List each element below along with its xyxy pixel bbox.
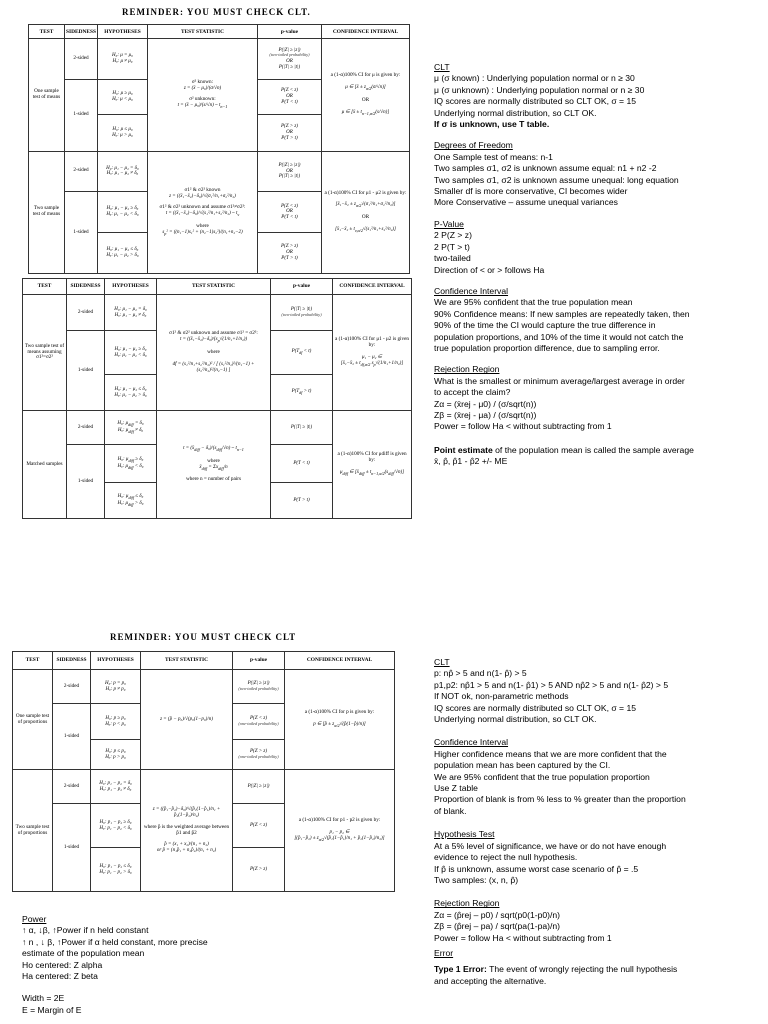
- stat-cell-pooled: σ1² & σ2² unknown and assume σ1² = σ2²: $t = ((x̄_1-x̄_2)-\delta_0)/(s_p√(1/n_1+1/n_2))$ where df = (s₁²/n₁+s₂²/n₂)² / [ (s₁²/n₁)²/(n₁−1) + (s₂²/n₂)²/(n₂−1) ]: [157, 295, 271, 411]
- ci-line: 90% of the time the CI would capture the true difference in: [434, 320, 656, 331]
- clt-line: Underlying normal distribution, so CLT OK.: [434, 714, 597, 725]
- header-sidedness: SIDEDNESS: [67, 279, 105, 295]
- header-ci: CONFIDENCE INTERVAL: [321, 25, 409, 39]
- or-text: OR: [361, 96, 370, 103]
- ci-line: population proportions, and 10% of the time it would not catch the: [434, 331, 684, 342]
- type1-rest: The event of wrongly rejecting the null hypothesis: [486, 964, 678, 975]
- hypotheses-cell: H₀: μ₁ − μ₂ ≥ δ₀ Hₐ: μ₁ − μ₂ < δ₀: [97, 192, 147, 233]
- sidedness-2: 2-sided: [65, 151, 98, 192]
- hypotheses-cell: H₀: p = p₀ Hₐ: p ≠ p₀: [91, 670, 141, 704]
- ci-line: Proportion of blank is from % less to % greater than the proportion: [434, 794, 686, 805]
- hypotheses-cell: H₀: μ₁ − μ₂ ≤ δ₀ Hₐ: μ₁ − μ₂ > δ₀: [97, 233, 147, 274]
- ci-heading: Confidence Interval: [434, 285, 509, 296]
- hypothesis-line: Two samples: (x, n, p̂): [434, 874, 519, 885]
- header-test-statistic: TEST STATISTIC: [157, 279, 271, 295]
- notes-means: [434, 62, 764, 468]
- sidedness-2: 2-sided: [53, 770, 91, 804]
- header-ci: CONFIDENCE INTERVAL: [333, 279, 412, 295]
- pvalue-cell: P(Z < z) OR P(T < t): [257, 80, 321, 115]
- ci-cell-one-sample: a (1-α)100% CI for μ is given by: μ ∈ [x̄ ± $z_{\alpha/2}(\sigma/√n)$] OR μ ∈ [x̄ ± $t_{n-1,\alpha/2}(s/√n)$]: [321, 39, 409, 151]
- df-line: Two samples σ1, σ2 is unknown assume equal: n1 + n2 -2: [434, 163, 657, 174]
- hypotheses-cell: H₀: μ₁ − μ₂ ≤ δ₀ Hₐ: μ₁ − μ₂ > δ₀: [105, 375, 157, 411]
- stat-cell-matched: $t = (x̄_{diff} - \delta_0)/(s_{diff}/√n)$ ~ $t_{n-1}$ where $x̄_{diff} = \Sigma x_{diff}/n$ where n = number of pairs: [157, 411, 271, 519]
- stat-pooled-label: σ1² & σ2² unknown and assume σ1² = σ2²:: [169, 330, 258, 337]
- clt-line: μ (σ known) : Underlying population normal or n ≥ 30: [434, 73, 635, 84]
- rejection-heading: Rejection Region: [434, 898, 500, 909]
- header-test-statistic: TEST STATISTIC: [147, 25, 257, 39]
- power-line: estimate of the population mean: [22, 948, 145, 959]
- type1-error-line: [434, 964, 764, 975]
- row-label-one-sample-prop: One sample test of proportions: [13, 670, 53, 770]
- pvalue-line: 2 P(T > t): [434, 241, 470, 252]
- hypotheses-cell: H₀: μ₁ − μ₂ = δ₀ Hₐ: μ₁ − μ₂ ≠ δ₀: [105, 295, 157, 331]
- pvalue-line: Direction of < or > follows Ha: [434, 264, 545, 275]
- rejection-line: Zα = (p̂rej – p0) / sqrt(p0(1-p0)/n): [434, 909, 561, 920]
- point-estimate-rest: of the population mean is called the sample average: [492, 444, 694, 455]
- pvalue-cell: $P(T_{df} > t)$: [271, 375, 333, 411]
- sidedness-1: 1-sided: [53, 704, 91, 770]
- pvalue-cell: P(Z > z) (one-tailed probability): [233, 740, 285, 770]
- ci-text: a (1-α)100% CI for μ1 - μ2 is given by:: [335, 336, 409, 349]
- pvalue-cell: P(|Z| ≥ |z|) OR P(|T| ≥ |t|): [257, 151, 321, 192]
- ci-line: of blank.: [434, 805, 467, 816]
- pvalue-cell: P(|T| ≥ |t|) (two-tailed probability): [271, 295, 333, 331]
- header-ci: CONFIDENCE INTERVAL: [285, 652, 395, 670]
- rejection-heading: Rejection Region: [434, 364, 500, 375]
- hypothesis-line: If p̂ is unknown, assume worst case scenario of p̂ = .5: [434, 863, 639, 874]
- point-estimate-bold: Point estimate: [434, 444, 493, 455]
- power-line: ↑ n , ↓ β, ↑Power if α held constant, more precise: [22, 936, 208, 947]
- sidedness-1: 1-sided: [65, 80, 98, 151]
- hypothesis-line: evidence to reject the null hypothesis.: [434, 852, 578, 863]
- pvalue-line: 2 P(Z > z): [434, 230, 472, 241]
- header-p-value: p-value: [233, 652, 285, 670]
- df-line: Two samples σ1, σ2 is unknown assume unequal: long equation: [434, 174, 679, 185]
- pvalue-cell: P(Z < z) OR P(T < t): [257, 192, 321, 233]
- ci-line: We are 95% confident that the true population mean: [434, 297, 633, 308]
- where-text: where: [196, 223, 209, 230]
- clt-line: IQ scores are normally distributed so CLT OK, σ = 15: [434, 702, 637, 713]
- row-label-pooled-means: Two sample test of means assuming σ1²=σ2²: [23, 295, 67, 411]
- rejection-line: Zβ = (p̂rej – pa) / sqrt(pa(1-pa)/n): [434, 921, 561, 932]
- hypotheses-cell: H₀: μ ≥ μ₀ Hₐ: μ < μ₀: [97, 80, 147, 115]
- ci-text: a (1-α)100% CI for p1 - p2 is given by:: [298, 817, 381, 824]
- sidedness-1: 1-sided: [53, 804, 91, 892]
- notes-proportions: [434, 657, 764, 987]
- header-test: TEST: [13, 652, 53, 670]
- ci-cell-one-prop: a (1-α)100% CI for p is given by: p ∈ [p̂ ± $z_{\alpha/2}√(p̂(1-p̂)/n)$]: [285, 670, 395, 770]
- stat-known-label: σ1² & σ2² known: [184, 186, 221, 193]
- ci-text: a (1-α)100% CI for μ is given by:: [330, 72, 401, 79]
- hypotheses-cell: H₀: μ₁ − μ₂ ≥ δ₀ Hₐ: μ₁ − μ₂ < δ₀: [105, 331, 157, 375]
- point-estimate-line2: x̄, p̂, p̂1 - p̂2 +/- ME: [434, 456, 508, 467]
- pvalue-line: two-tailed: [434, 253, 471, 264]
- ci-cell-matched: a (1-α)100% CI for μdiff is given by: $\mu_{diff}$ ∈ $[x̄_{diff} \pm t_{n-1,\alpha/2}(s_{diff}/√n)]$: [333, 411, 412, 519]
- clt-line: IQ scores are normally distributed so CLT OK, σ = 15: [434, 96, 637, 107]
- pvalue-cell: P(Z < z): [233, 804, 285, 848]
- hypotheses-cell: H₀: p ≥ p₀ Hₐ: p < p₀: [91, 704, 141, 740]
- ci-text: a (1-α)100% CI for μ1 - μ2 is given by:: [324, 189, 407, 196]
- where-text: where: [207, 348, 220, 355]
- df-line: More Conservative – assume unequal variances: [434, 197, 618, 208]
- sidedness-1: 1-sided: [67, 445, 105, 519]
- power-line: Ha centered: Z beta: [22, 971, 98, 982]
- pvalue-cell: $P(T_{df} < t)$: [271, 331, 333, 375]
- header-test: TEST: [23, 279, 67, 295]
- rejection-line: Zβ = (x̄rej - μa) / (σ/sqrt(n)): [434, 409, 537, 420]
- hypotheses-cell: H₀: $\mu_{diff} = \delta_0$ Hₐ: $\mu_{diff} \ne \delta_0$: [105, 411, 157, 445]
- notes-power: [22, 914, 322, 1016]
- rejection-line: to accept the claim?: [434, 387, 511, 398]
- ci-line: Higher confidence means that we are more confident that the: [434, 748, 667, 759]
- pairs-text: where n = number of pairs: [186, 476, 241, 483]
- rejection-line: Zα = (x̄rej - μ0) / (σ/sqrt(n)): [434, 398, 537, 409]
- ci-line: true population proportion difference, due to sampling error.: [434, 342, 660, 353]
- clt-line: Underlying normal distribution, so CLT OK.: [434, 107, 597, 118]
- sidedness-2: 2-sided: [67, 295, 105, 331]
- power-line: Ho centered: Z alpha: [22, 959, 103, 970]
- header-p-value: p-value: [271, 279, 333, 295]
- proportions-table: [12, 651, 395, 891]
- type1-error-line2: and accepting the alternative.: [434, 975, 547, 986]
- row-label-two-sample-means: Two sample test of means: [29, 151, 65, 273]
- means-table-2: [22, 278, 412, 518]
- df-heading: Degrees of Freedom: [434, 140, 513, 151]
- pvalue-cell: P(|T| ≥ |t|): [271, 411, 333, 445]
- stat-cell-one-sample: σ² known: z = (x̄ − μ₀)/(σ/√n) σ² unknown: t = (x̄ − μ₀)/(s/√n) ~ $t_{n-1}$: [147, 39, 257, 151]
- type1-bold: Type 1 Error:: [434, 964, 487, 975]
- sidedness-2: 2-sided: [53, 670, 91, 704]
- ci-line: We are 95% confident that the true population proportion: [434, 771, 650, 782]
- pvalue-cell: P(|Z| ≥ |z|) (two-tailed probability) OR P(|T| ≥ |t|): [257, 39, 321, 80]
- header-hypotheses: HYPOTHESES: [97, 25, 147, 39]
- sidedness-1: 1-sided: [67, 331, 105, 411]
- stat-unknown-label: σ² unknown:: [189, 96, 216, 103]
- clt-line: p1,p2: np̂1 > 5 and n(1- p̂1) > 5 AND np̂2 > 5 and n(1- p̂2) > 5: [434, 679, 669, 690]
- stat-unknown-label: σ1² & σ2² unknown and assume σ1²≠σ2²:: [159, 204, 246, 211]
- ci-line: 90% Confidence means: If new samples are repeatedly taken, then: [434, 308, 690, 319]
- rejection-line: What is the smallest or minimum average/largest average in order: [434, 375, 685, 386]
- stat-cell-one-prop: z = (p̂ − p₀)/√(p₀(1−p₀)/n): [141, 670, 233, 770]
- clt-line: p: np̂ > 5 and n(1- p̂) > 5: [434, 668, 527, 679]
- header-test: TEST: [29, 25, 65, 39]
- header-p-value: p-value: [257, 25, 321, 39]
- clt-line: If NOT ok, non-parametric methods: [434, 691, 569, 702]
- where-text: where: [207, 457, 220, 464]
- sidedness-2: 2-sided: [65, 39, 98, 80]
- point-estimate-line: [434, 445, 764, 456]
- ci-line: population mean has been captured by the CI.: [434, 760, 611, 771]
- header-sidedness: SIDEDNESS: [53, 652, 91, 670]
- clt-heading: CLT: [434, 657, 450, 667]
- margin-line: E = Margin of E: [22, 1004, 82, 1015]
- sidedness-2: 2-sided: [67, 411, 105, 445]
- ci-cell-two-sample: a (1-α)100% CI for μ1 - μ2 is given by: [x̄₁−x̄₂ ± $z_{\alpha/2}√(\sigma_1^2/n_1+\sigma_2^2/n_2)$] OR [x̄₁−x̄₂ ± $t_{v,\alpha/2}√(s_1^2/n_1+s_2^2/n_2)$]: [321, 151, 409, 273]
- stat-cell-two-sample: σ1² & σ2² known z = ((x̄₁−x̄₂)−δ₀)/√(σ₁²/n₁+σ₂²/n₂) σ1² & σ2² unknown and assume σ1²≠σ2²: t = ((x̄₁−x̄₂)−δ₀)/√(s₁²/n₁+s₂²/n₂) ~ $t_v$ where $s_p^2 = ((n_1-1)s_1^2 + (n_2-1)s_2^2)/(n_1+n_2-2)$: [147, 151, 257, 273]
- weighted-text: where p̂ is the weighted average between p̂1 and p̂2: [143, 823, 230, 836]
- rejection-line: Power = follow Ha < without subtracting from 1: [434, 932, 612, 943]
- stat-known-label: σ² known:: [191, 78, 214, 85]
- ci-cell-two-prop: a (1-α)100% CI for p1 - p2 is given by: p₁ − p₂ ∈ [(p̂₁−p̂₂) ± $z_{\alpha/2}√(p̂_1(1-p̂_1)/n_1$ + p̂₂(1−p̂₂)/n₂)]: [285, 770, 395, 892]
- error-heading: Error: [434, 947, 454, 958]
- pvalue-cell: P(T > t): [271, 483, 333, 519]
- header-hypotheses: HYPOTHESES: [105, 279, 157, 295]
- ci-text: a (1-α)100% CI for μdiff is given by:: [337, 451, 407, 464]
- row-label-matched: Matched samples: [23, 411, 67, 519]
- hypotheses-cell: H₀: $\mu_{diff} \le \delta_0$ Hₐ: $\mu_{diff} > \delta_0$: [105, 483, 157, 519]
- hypotheses-cell: H₀: $\mu_{diff} \ge \delta_0$ Hₐ: $\mu_{diff} < \delta_0$: [105, 445, 157, 483]
- reminder-title-top: REMINDER: YOU MUST CHECK CLT.: [122, 7, 311, 17]
- hypotheses-cell: H₀: p ≤ p₀ Hₐ: p > p₀: [91, 740, 141, 770]
- pvalue-cell: P(Z < z) (one-tailed probability): [233, 704, 285, 740]
- hypotheses-cell: H₀: p₁ − p₂ = δ₀ Hₐ: p₁ − p₂ ≠ δ₀: [91, 770, 141, 804]
- pvalue-cell: P(T < t): [271, 445, 333, 483]
- df-line: Smaller df is more conservative, CI becomes wider: [434, 186, 628, 197]
- pvalue-cell: P(Z > z) OR P(T > t): [257, 114, 321, 151]
- hypotheses-cell: H₀: p₁ − p₂ ≥ δ₀ Hₐ: p₁ − p₂ < δ₀: [91, 804, 141, 848]
- header-sidedness: SIDEDNESS: [65, 25, 98, 39]
- width-line: Width = 2E: [22, 993, 65, 1004]
- rejection-line: Power = follow Ha < without subtracting from 1: [434, 421, 612, 432]
- ci-heading: Confidence Interval: [434, 737, 509, 748]
- pvalue-cell: P(Z > z): [233, 848, 285, 892]
- row-label-one-sample-means: One sample test of means: [29, 39, 65, 151]
- means-table-1: [28, 24, 410, 274]
- pvalue-cell: P(Z > z) OR P(T > t): [257, 233, 321, 274]
- reminder-title-bottom: REMINDER: YOU MUST CHECK CLT: [110, 632, 297, 642]
- df-line: One Sample test of means: n-1: [434, 151, 553, 162]
- ci-text: a (1-α)100% CI for p is given by:: [304, 709, 375, 716]
- power-heading: Power: [22, 914, 47, 924]
- hypotheses-cell: H₀: p₁ − p₂ ≤ δ₀ Hₐ: p₁ − p₂ > δ₀: [91, 848, 141, 892]
- or-text: OR: [361, 214, 370, 221]
- hypothesis-line: At a 5% level of significance, we have or do not have enough: [434, 840, 667, 851]
- hypotheses-cell: H₀: μ ≤ μ₀ Hₐ: μ > μ₀: [97, 114, 147, 151]
- sidedness-1: 1-sided: [65, 192, 98, 274]
- pvalue-cell: P(|Z| ≥ |z|) (two-tailed probability): [233, 670, 285, 704]
- clt-heading: CLT: [434, 62, 450, 72]
- header-hypotheses: HYPOTHESES: [91, 652, 141, 670]
- power-line: ↑ α, ↓β, ↑Power if n held constant: [22, 925, 149, 936]
- clt-bold-line: If σ is unknown, use T table.: [434, 119, 550, 130]
- stat-cell-two-prop: z = ((p̂₁−p̂₂)−δ₀)/√(p̂₁(1−p̂₁)/n₁ + p̂₂(1−p̂₂)/n₂) where p̂ is the weighted average between p̂1 and p̂2 p̂ = (x₁ + x₂)/(n₁ + n₂) or p̂ = (n₁p̂₁ + n₂p̂₂)/(n₁ + n₂): [141, 770, 233, 892]
- pvalue-cell: P(|Z| ≥ |z|): [233, 770, 285, 804]
- clt-line: μ (σ unknown) : Underlying population normal or n ≥ 30: [434, 84, 645, 95]
- ci-cell-pooled: a (1-α)100% CI for μ1 - μ2 is given by: μ₁ − μ₂ ∈ [x̄₁−x̄₂ ± $t_{df,\alpha/2}$ $s_p√(1/n_1+1/n_2)$]: [333, 295, 412, 411]
- hypotheses-cell: H₀: μ = μ₀ Hₐ: μ ≠ μ₀: [97, 39, 147, 80]
- hypothesis-heading: Hypothesis Test: [434, 829, 495, 840]
- pvalue-heading: P-Value: [434, 218, 464, 229]
- ci-line: Use Z table: [434, 783, 478, 794]
- header-test-statistic: TEST STATISTIC: [141, 652, 233, 670]
- hypotheses-cell: H₀: μ₁ − μ₂ = δ₀ Hₐ: μ₁ − μ₂ ≠ δ₀: [97, 151, 147, 192]
- row-label-two-sample-prop: Two sample test of proportions: [13, 770, 53, 892]
